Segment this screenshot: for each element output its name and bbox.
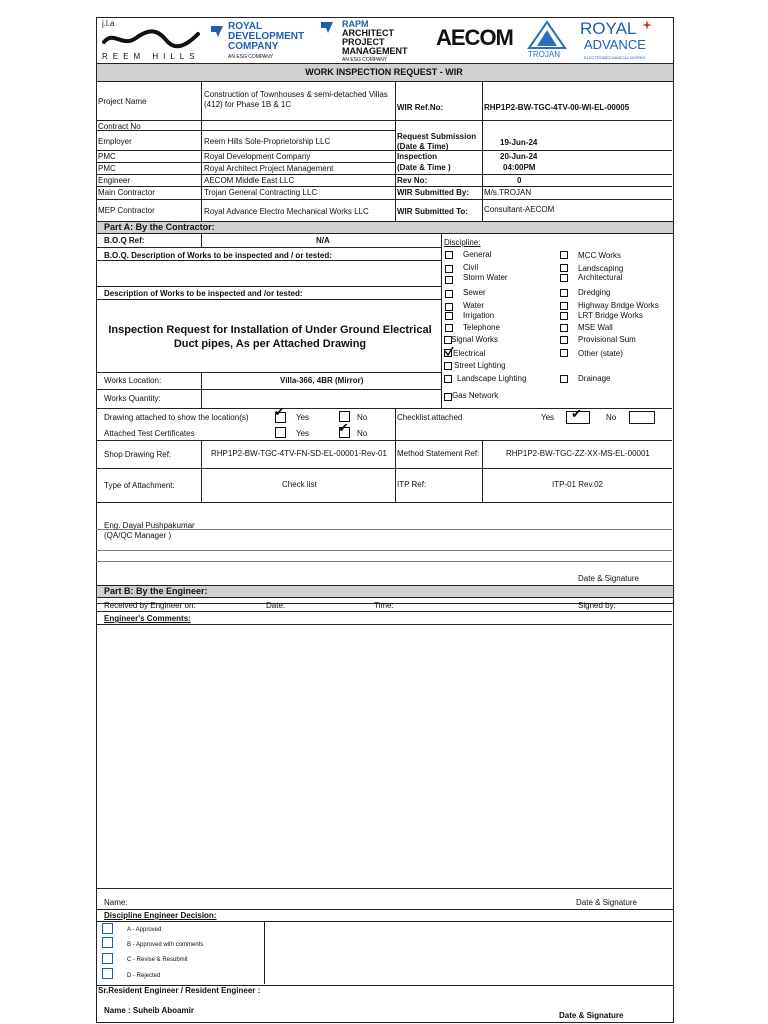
- insp-label-2: (Date & Time ): [397, 163, 451, 172]
- discipline-landscaping-checkbox[interactable]: [560, 264, 568, 272]
- contractor-date-sig: Date & Signature: [578, 574, 639, 583]
- discipline-highway-bridge-checkbox[interactable]: [560, 302, 568, 310]
- ms-value: RHP1P2-BW-TGC-ZZ-XX-MS-EL-00001: [506, 449, 650, 458]
- discipline-irrigation: Irrigation: [463, 311, 495, 320]
- tests-yes-checkbox[interactable]: [275, 427, 286, 438]
- boq-ref-value: N/A: [316, 236, 330, 245]
- discipline-street-lighting: Street Lighting: [454, 361, 506, 370]
- discipline-gas-network-checkbox[interactable]: [444, 393, 452, 401]
- discipline-mse-wall-checkbox[interactable]: [560, 324, 568, 332]
- discipline-civil: Civil: [463, 263, 479, 272]
- shop-value: RHP1P2-BW-TGC-4TV-FN-SD-EL-00001-Rev-01: [211, 449, 387, 458]
- main-contractor-value: Trojan General Contracting LLC: [204, 188, 318, 197]
- rdc-sub: AN ESG COMPANY: [228, 54, 274, 60]
- boq-ref-label: B.O.Q Ref:: [104, 236, 145, 245]
- discipline-irrigation-checkbox[interactable]: [445, 312, 453, 320]
- pmc1-label: PMC: [98, 152, 116, 161]
- received-time-label: Time:: [374, 601, 394, 610]
- engineer-label: Engineer: [98, 176, 131, 185]
- discipline-highway-bridge: Highway Bridge Works: [578, 301, 659, 310]
- royal-advance-logo: [576, 18, 670, 62]
- discipline-landscape-lighting: Landscape Lighting: [457, 374, 527, 383]
- tests-label: Attached Test Certificates: [104, 429, 195, 438]
- comments-label: Engineer's Comments:: [104, 614, 191, 623]
- decision-b-checkbox[interactable]: [102, 937, 113, 948]
- reem-hills-name: REEM HILLS: [102, 52, 200, 61]
- trojan-logo: [524, 18, 570, 62]
- discipline-signal-works: Signal Works: [451, 335, 498, 344]
- submitted-to-value: Consultant-AECOM: [484, 205, 555, 214]
- attach-label: Type of Attachment:: [104, 481, 175, 490]
- project-name-value: Construction of Townhouses & semi-detached Villas (412) for Phase 1B & 1C: [204, 90, 388, 109]
- itp-value: ITP-01 Rev.02: [552, 480, 603, 489]
- royal-sub: ELECTROMECHANICAL WORKS: [584, 55, 646, 60]
- discipline-other: Other (state): [578, 349, 623, 358]
- wir-ref-label: WIR Ref.No:: [397, 103, 444, 112]
- decision-d-checkbox[interactable]: [102, 968, 113, 979]
- decision-b: B - Approved with comments: [127, 942, 204, 948]
- discipline-storm-water-checkbox[interactable]: [445, 276, 453, 284]
- rdc-line3: COMPANY: [228, 41, 279, 52]
- discipline-mse-wall: MSE Wall: [578, 323, 613, 332]
- mep-value: Royal Advance Electro Mechanical Works LLC: [204, 207, 369, 216]
- rdc-line2: DEVELOPMENT: [228, 31, 305, 42]
- drawing-yes-label: Yes: [296, 413, 310, 422]
- rdc-mark-icon: [210, 24, 224, 38]
- ms-label: Method Statement Ref:: [397, 449, 480, 458]
- sr-engineer-label: Sr.Resident Engineer / Resident Engineer :: [98, 986, 261, 995]
- engineer-date-sig: Date & Signature: [576, 898, 637, 907]
- aecom-logo: AECOM: [436, 25, 513, 50]
- boq-desc-label: B.O.Q. Description of Works to be inspected and / or tested:: [104, 251, 332, 260]
- part-b-title: Part B: By the Engineer:: [104, 586, 208, 596]
- drawing-yes-check-icon: ✔: [274, 404, 285, 419]
- decision-a-checkbox[interactable]: [102, 923, 113, 934]
- rdc-line1: ROYAL: [228, 21, 263, 32]
- itp-label: ITP Ref:: [397, 480, 427, 489]
- discipline-telephone: Telephone: [463, 323, 500, 332]
- decision-a: A - Approved: [127, 927, 162, 933]
- employer-label: Employer: [98, 137, 132, 146]
- discipline-gas-network: Gas Network: [452, 391, 499, 400]
- checklist-yes-label: Yes: [541, 413, 555, 422]
- sign-name: Eng. Dayal Pushpakumar: [104, 521, 195, 530]
- discipline-mcc-works: MCC Works: [578, 251, 621, 260]
- discipline-water: Water: [463, 301, 485, 310]
- desc-value: Inspection Request for Installation of Under Ground Electrical Duct pipes, As per Attached Drawing: [108, 324, 432, 350]
- checklist-no-checkbox[interactable]: [629, 411, 655, 424]
- insp-label-1: Inspection: [397, 152, 438, 161]
- discipline-mcc-works-checkbox[interactable]: [560, 251, 568, 259]
- royal-line1: ROYAL: [580, 19, 637, 38]
- rapm-sub: AN ESG COMPANY: [342, 57, 388, 63]
- discipline-other-checkbox[interactable]: [560, 349, 568, 357]
- discipline-sewer-checkbox[interactable]: [445, 290, 453, 298]
- insp-time: 04:00PM: [503, 163, 536, 172]
- discipline-general: General: [463, 250, 492, 259]
- drawing-no-label: No: [357, 413, 368, 422]
- received-date-label: Date:: [266, 601, 286, 610]
- desc-label: Description of Works to be inspected and /or tested:: [104, 289, 303, 298]
- discipline-dredging-checkbox[interactable]: [560, 289, 568, 297]
- submitted-by-value: M/s.TROJAN: [484, 188, 532, 197]
- wir-ref-value: RHP1P2-BW-TGC-4TV-00-WI-EL-00005: [484, 103, 630, 112]
- sign-role: (QA/QC Manager ): [104, 531, 172, 540]
- discipline-lrt-bridge-checkbox[interactable]: [560, 312, 568, 320]
- final-date-sig: Date & Signature: [559, 1011, 624, 1020]
- reem-hills-jla: j.l.a: [102, 19, 115, 28]
- decision-d: D - Rejected: [127, 973, 161, 979]
- discipline-provisional-sum: Provisional Sum: [578, 335, 636, 344]
- rdc-logo: [210, 20, 320, 62]
- comments-area[interactable]: [97, 625, 671, 887]
- mep-label: MEP Contractor: [98, 206, 155, 215]
- tests-no-check-icon: ✔: [338, 420, 349, 435]
- location-value: Villa-366, 4BR (Mirror): [280, 376, 364, 385]
- engineer-value: AECOM Middle East LLC: [204, 176, 295, 185]
- discipline-general-checkbox[interactable]: [445, 251, 453, 259]
- submitted-to-label: WIR Submitted To:: [397, 207, 468, 216]
- discipline-landscaping: Landscaping: [578, 264, 624, 273]
- engineer-name-label: Name:: [104, 898, 128, 907]
- discipline-civil-checkbox[interactable]: [445, 265, 453, 273]
- rapm-logo: [320, 18, 430, 62]
- royal-line2: ADVANCE: [584, 37, 646, 52]
- rev-value: 0: [517, 176, 522, 185]
- insp-date: 20-Jun-24: [500, 152, 538, 161]
- discipline-sewer: Sewer: [463, 288, 486, 297]
- decision-title: Discipline Engineer Decision:: [104, 911, 217, 920]
- drawing-label: Drawing attached to show the location(s): [104, 413, 249, 422]
- employer-value: Reem Hills Sole-Proprietorship LLC: [204, 137, 331, 146]
- rapm-line3: PROJECT: [342, 37, 385, 47]
- royal-star-icon: [642, 20, 652, 30]
- discipline-electrical: Electrical: [453, 349, 486, 358]
- attach-value: Check list: [282, 480, 317, 489]
- discipline-water-checkbox[interactable]: [445, 303, 453, 311]
- trojan-name: TROJAN: [528, 50, 560, 59]
- rev-label: Rev No:: [397, 176, 428, 185]
- discipline-drainage: Drainage: [578, 374, 611, 383]
- discipline-lrt-bridge: LRT Bridge Works: [578, 311, 643, 320]
- discipline-landscape-lighting-checkbox[interactable]: [444, 375, 452, 383]
- project-name-label: Project Name: [98, 97, 147, 106]
- req-sub-label-1: Request Submission: [397, 132, 477, 141]
- req-sub-value: 19-Jun-24: [500, 138, 538, 147]
- rapm-line1: RAPM: [342, 19, 369, 29]
- decision-c: C - Revise & Resubmit: [127, 957, 188, 963]
- discipline-title: Discipline:: [444, 238, 481, 247]
- discipline-storm-water: Storm Water: [463, 273, 508, 282]
- reem-hills-logo: [98, 18, 208, 62]
- pmc2-label: PMC: [98, 164, 116, 173]
- discipline-dredging: Dredging: [578, 288, 611, 297]
- rapm-mark-icon: [320, 20, 334, 34]
- decision-c-checkbox[interactable]: [102, 953, 113, 964]
- received-signed-label: Signed by:: [578, 601, 616, 610]
- pmc2-value: Royal Architect Project Management: [204, 164, 334, 173]
- form-title: WORK INSPECTION REQUEST - WIR: [305, 67, 463, 77]
- reem-hills-wave-icon: [102, 26, 202, 50]
- received-label: Received by Engineer on:: [104, 601, 196, 610]
- tests-yes-label: Yes: [296, 429, 310, 438]
- trojan-triangle-icon: [527, 20, 567, 50]
- discipline-drainage-checkbox[interactable]: [560, 375, 568, 383]
- submitted-by-label: WIR Submitted By:: [397, 188, 469, 197]
- checklist-label: Checklist attached: [397, 413, 463, 422]
- discipline-telephone-checkbox[interactable]: [445, 324, 453, 332]
- pmc1-value: Royal Development Company: [204, 152, 311, 161]
- final-name: Name : Suheib Aboamir: [104, 1006, 194, 1015]
- req-sub-label-2: (Date & Time): [397, 142, 449, 151]
- rapm-line2: ARCHITECT: [342, 28, 394, 38]
- discipline-architectural: Architectural: [578, 273, 623, 282]
- rapm-line4: MANAGEMENT: [342, 46, 408, 56]
- part-a-title: Part A: By the Contractor:: [104, 222, 215, 232]
- main-contractor-label: Main Contractor: [98, 188, 155, 197]
- discipline-street-lighting-checkbox[interactable]: [444, 362, 452, 370]
- shop-label: Shop Drawing Ref:: [104, 450, 172, 459]
- tests-no-label: No: [357, 429, 368, 438]
- location-label: Works Location:: [104, 376, 162, 385]
- discipline-architectural-checkbox[interactable]: [560, 274, 568, 282]
- discipline-provisional-sum-checkbox[interactable]: [560, 336, 568, 344]
- quantity-label: Works Quantity:: [104, 394, 161, 403]
- checklist-yes-check-icon: ✔: [571, 406, 582, 421]
- contract-no-label: Contract No: [98, 122, 141, 131]
- checklist-no-label: No: [606, 413, 617, 422]
